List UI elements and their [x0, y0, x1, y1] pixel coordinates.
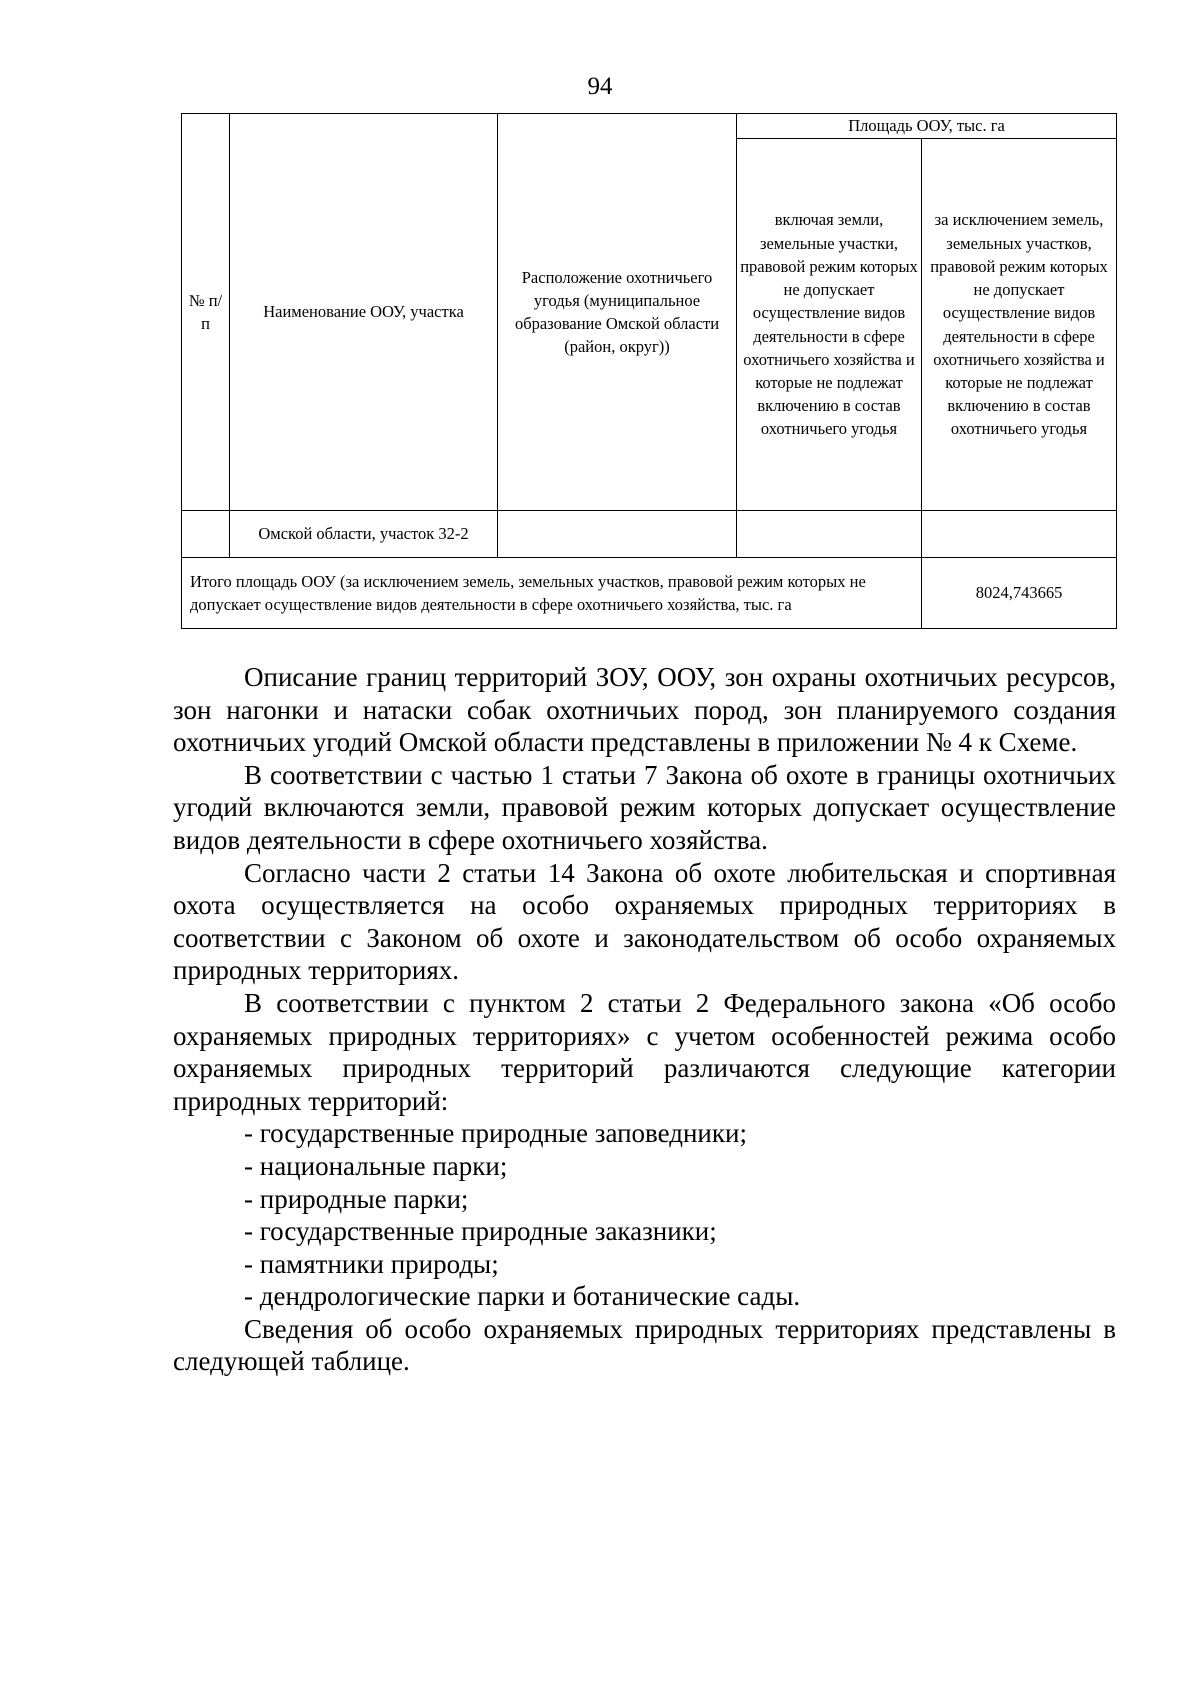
list-item: - дендрологические парки и ботанические сады.	[244, 1281, 801, 1312]
list-item: - национальные парки;	[244, 1150, 508, 1181]
list-item: - государственные природные заповедники;	[244, 1118, 747, 1149]
oou-table	[181, 113, 1117, 629]
header-location: Расположение охотничьего угодья (муниципальное образование Омской области (район, округ))	[498, 114, 737, 511]
cell-area-incl	[737, 511, 922, 558]
closing-paragraph: Сведения об особо охраняемых природных территориях представлены в следующей таблице.	[173, 1313, 1116, 1377]
list-item: - памятники природы;	[244, 1248, 499, 1279]
list-item: - государственные природные заказники;	[244, 1216, 717, 1247]
header-num: № п/п	[182, 114, 230, 511]
header-name: Наименование ООУ, участка	[230, 114, 498, 511]
total-value: 8024,743665	[922, 558, 1117, 629]
paragraph: В соответствии с частью 1 статьи 7 Закона об охоте в границы охотничьих угодий включаются земли, правовой режим которых допускает осуществление видов деятельности в сфере охотничьего хозяйства.	[173, 759, 1116, 855]
header-area-incl: включая земли, земельные участки, правовой режим которых не допускает осуществление видов деятельности в сфере охотничьего хозяйства и которые не подлежат включению в состав охотничьего угодья	[737, 139, 922, 511]
paragraph: Описание границ территорий ЗОУ, ООУ, зон охраны охотничьих ресурсов, зон нагонки и натаски собак охотничьих пород, зон планируемого создания охотничьих угодий Омской области представлены в приложении № 4 к Схеме.	[173, 662, 1116, 758]
cell-name: Омской области, участок 32-2	[230, 511, 498, 558]
total-label: Итого площадь ООУ (за исключением земель, земельных участков, правовой режим которых не допускает осуществление видов деятельности в сфере охотничьего хозяйства, тыс. га	[182, 558, 922, 629]
table-total-row	[182, 558, 1117, 629]
cell-num	[182, 511, 230, 558]
page-number: 94	[587, 73, 613, 100]
header-area-excl: за исключением земель, земельных участков, правовой режим которых не допускает осуществление видов деятельности в сфере охотничьего хозяйства и которые не подлежат включению в состав охотничьего угодья	[922, 139, 1117, 511]
paragraph: Согласно части 2 статьи 14 Закона об охоте любительская и спортивная охота осуществляется на особо охраняемых природных территориях в соответствии с Законом об охоте и законодательством об особо охраняемых природных территориях.	[173, 857, 1116, 986]
table-row	[182, 511, 1117, 558]
header-area-group: Площадь ООУ, тыс. га	[737, 114, 1117, 139]
table-header-row	[182, 114, 1117, 139]
list-item: - природные парки;	[244, 1183, 469, 1214]
cell-location	[498, 511, 737, 558]
cell-area-excl	[922, 511, 1117, 558]
paragraph: В соответствии с пунктом 2 статьи 2 Федерального закона «Об особо охраняемых природных территориях» с учетом особенностей режима особо охраняемых природных территорий различаются следующие категории природных территорий:	[173, 987, 1116, 1116]
body-text	[173, 661, 1116, 1378]
